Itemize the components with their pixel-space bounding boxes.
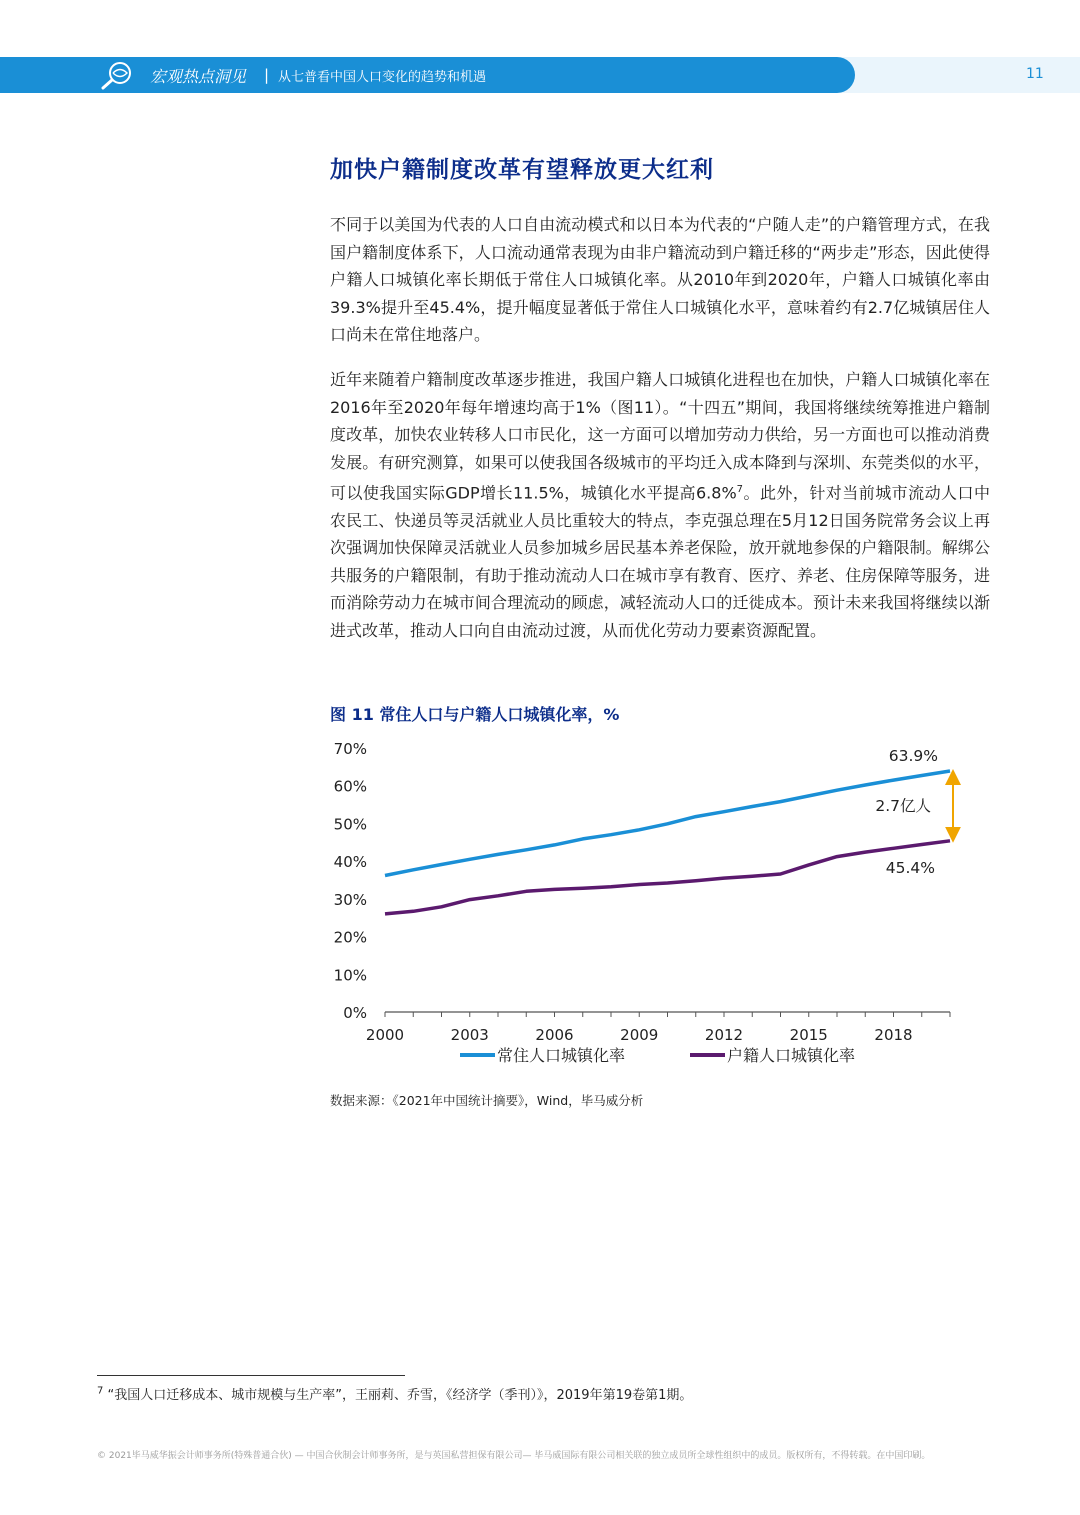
gap-label: 2.7亿人 [875,796,931,815]
x-tick-label: 2000 [365,1026,405,1044]
x-tick-label: 2003 [450,1026,489,1044]
y-tick-label: 30% [333,890,367,909]
copyright: © 2021毕马威华振会计师事务所(特殊普通合伙) — 中国合伙制会计师事务所，是与英国私营担保有限公司— 毕马威国际有限公司相关联的独立成员所全球性组织中的成员。版权所有，不得转载。在中国印刷。 [97,1451,931,1461]
section-title: 加快户籍制度改革有望释放更大红利 [330,157,714,183]
page-number: 11 [1026,66,1044,82]
y-tick-label: 70% [333,740,367,758]
legend-label-1: 常住人口城镇化率 [497,1046,626,1065]
header-separator: | [264,66,270,84]
x-tick-label: 2009 [620,1026,659,1044]
x-tick-label: 2018 [874,1026,913,1044]
header-title: 从七普看中国人口变化的趋势和机遇 [278,70,487,85]
paragraph-1: 不同于以美国为代表的人口自由流动模式和以日本为代表的“户随人走”的户籍管理方式，在我国户籍制度体系下，人口流动通常表现为由非户籍流动到户籍迁移的“两步走”形态，因此使得户籍人口城镇化率长期低于常住人口城镇化率。从2010年到2020年，户籍人口城镇化率由39.3%提升至45.4%，提升幅度显著低于常住人口城镇化水平，意味着约有2.7亿城镇居住人口尚未在常住地落户。 [330,215,990,344]
header-brand: 宏观热点洞见 [150,67,247,86]
y-tick-label: 20% [333,928,367,947]
paragraph-2-text-b: 。此外，针对当前城市流动人口中农民工、快递员等灵活就业人员比重较大的特点，李克强总理在5月12日国务院常务会议上再次强调加快保障灵活就业人员参加城乡居民基本养老保险，放开就地参保的户籍限制。解绑公共服务的户籍限制，有助于推动流动人口在城市享有教育、医疗、养老、住房保障等服务，进而消除劳动力在城市间合理流动的顾虑，减轻流动人口的迁徙成本。预计未来我国将继续以渐进式改革，推动人口向自由流动过渡，从而优化劳动力要素资源配置。 [330,483,990,640]
y-tick-label: 0% [343,1004,367,1022]
figure-title: 图 11 常住人口与户籍人口城镇化率，% [330,705,620,724]
urbanization-line-chart [320,730,1000,1080]
series-line-1 [385,771,950,876]
x-tick-label: 2006 [535,1026,574,1044]
y-tick-label: 40% [333,853,367,872]
x-tick-label: 2012 [704,1026,744,1044]
x-tick-label: 2015 [789,1026,828,1044]
footnote-divider [97,1375,405,1376]
footnote-text: “我国人口迁移成本、城市规模与生产率”，王丽莉、乔雪，《经济学（季刊）》，2019年第19卷第1期。 [107,1388,693,1403]
series-line-2 [385,841,950,914]
paragraph-2-text-a: 近年来随着户籍制度改革逐步推进，我国户籍人口城镇化进程也在加快，户籍人口城镇化率在2016年至2020年每年增速均高于1%（图11）。“十四五”期间，我国将继续统筹推进户籍制度改革，加快农业转移人口市民化，这一方面可以增加劳动力供给，另一方面也可以推动消费发展。有研究测算，如果可以使我国各级城市的平均迁入成本降到与深圳、东莞类似的水平，可以使我国实际GDP增长11.5%，城镇化水平提高6.8% [330,370,990,503]
y-tick-label: 10% [333,966,367,985]
paragraph-2 [330,366,990,644]
end-label-bottom: 45.4% [885,858,935,877]
end-label-top: 63.9% [888,747,938,766]
y-tick-label: 50% [333,815,367,834]
magnifier-globe-icon [98,60,138,90]
y-tick-label: 60% [333,777,367,796]
legend-label-2: 户籍人口城镇化率 [727,1046,856,1065]
footnote-ref[interactable]: 7 [736,484,744,495]
data-source: 数据来源：《2021年中国统计摘要》，Wind，毕马威分析 [330,1093,644,1108]
footnote [97,1384,692,1403]
footnote-marker: 7 [97,1385,104,1397]
